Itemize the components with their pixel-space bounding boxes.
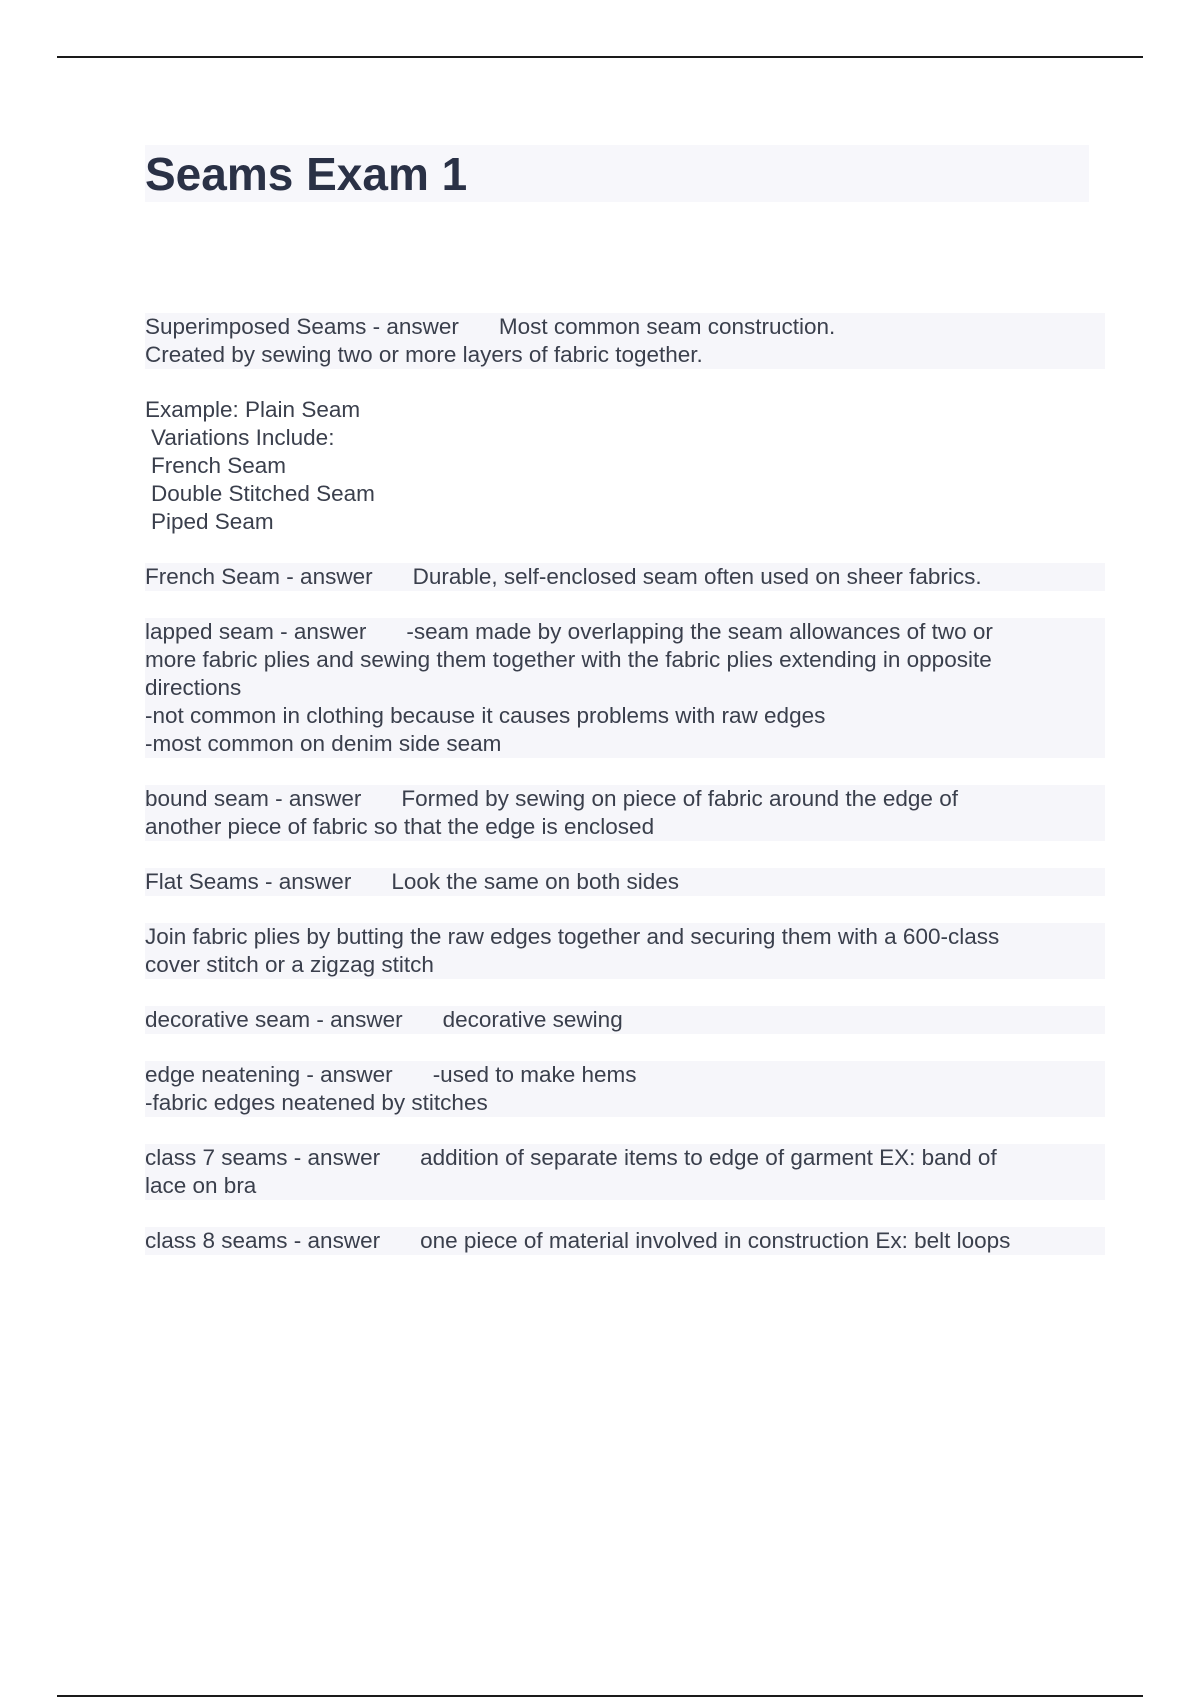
flashcard-line: [145, 1144, 1105, 1172]
flashcard-term: class 8 seams - answer: [145, 1228, 381, 1253]
flashcard-answer: Piped Seam: [151, 509, 274, 534]
flashcard-line: [145, 1006, 1105, 1034]
flashcard: [145, 1227, 1105, 1255]
flashcard-answer: -most common on denim side seam: [145, 730, 1105, 758]
flashcard-answer: lace on bra: [145, 1172, 1105, 1200]
flashcard-answer: -fabric edges neatened by stitches: [145, 1089, 1105, 1117]
document-title: Seams Exam 1: [145, 148, 468, 200]
flashcard-answer: Look the same on both sides: [391, 869, 680, 894]
flashcard-term: French Seam - answer: [145, 564, 373, 589]
flashcard-answer: Most common seam construction.: [498, 314, 836, 339]
flashcard: [145, 868, 1105, 896]
flashcard-answer: another piece of fabric so that the edge is enclosed: [145, 813, 1105, 841]
flashcard-term: decorative seam - answer: [145, 1007, 403, 1032]
flashcard-answer: -used to make hems: [432, 1062, 637, 1087]
flashcard-answer: -seam made by overlapping the seam allowances of two or: [406, 619, 993, 644]
flashcard-line: [145, 1227, 1105, 1255]
flashcard-answer: Created by sewing two or more layers of fabric together.: [145, 341, 1105, 369]
flashcard-answer: Formed by sewing on piece of fabric around the edge of: [401, 786, 958, 811]
flashcard-answer: Join fabric plies by butting the raw edges together and securing them with a 600-class: [145, 923, 1105, 951]
flashcard-answer: cover stitch or a zigzag stitch: [145, 951, 1105, 979]
flashcard-line: [145, 618, 1105, 646]
flashcard-line: [145, 1061, 1105, 1089]
flashcard-answer: one piece of material involved in construction Ex: belt loops: [420, 1228, 1011, 1253]
flashcard-term: class 7 seams - answer: [145, 1145, 381, 1170]
flashcard: [145, 1061, 1105, 1117]
bottom-rule: [57, 1695, 1143, 1697]
flashcard-term: lapped seam - answer: [145, 619, 367, 644]
flashcard-answer: Double Stitched Seam: [151, 481, 375, 506]
flashcard-term: Flat Seams - answer: [145, 869, 352, 894]
flashcard-term: bound seam - answer: [145, 786, 362, 811]
flashcard-answer: more fabric plies and sewing them together with the fabric plies extending in opposite: [145, 646, 1105, 674]
flashcard: [145, 923, 1105, 979]
flashcard-answer: Variations Include:: [151, 425, 335, 450]
flashcard-answer: directions: [145, 674, 1105, 702]
flashcard-term: edge neatening - answer: [145, 1062, 393, 1087]
flashcard: [145, 785, 1105, 841]
flashcard: [145, 396, 1105, 536]
flashcard-answer: Example: Plain Seam: [145, 397, 361, 422]
flashcard: [145, 313, 1105, 369]
flashcard-answer: addition of separate items to edge of garment EX: band of: [420, 1145, 997, 1170]
flashcard-line: [145, 313, 1105, 341]
flashcard: [145, 618, 1105, 758]
flashcard-answer: decorative sewing: [442, 1007, 623, 1032]
flashcard-line: [145, 868, 1105, 896]
flashcard-line: [145, 563, 1105, 591]
flashcard-answer: -not common in clothing because it causes problems with raw edges: [145, 702, 1105, 730]
flashcard: [145, 1006, 1105, 1034]
flashcard-line: [145, 785, 1105, 813]
flashcard-term: Superimposed Seams - answer: [145, 314, 459, 339]
flashcard-answer: French Seam: [151, 453, 287, 478]
flashcard-answer: Durable, self-enclosed seam often used on sheer fabrics.: [412, 564, 982, 589]
top-rule: [57, 56, 1143, 58]
flashcard: [145, 1144, 1105, 1200]
flashcard: [145, 563, 1105, 591]
flashcard-list: [145, 313, 1105, 1282]
